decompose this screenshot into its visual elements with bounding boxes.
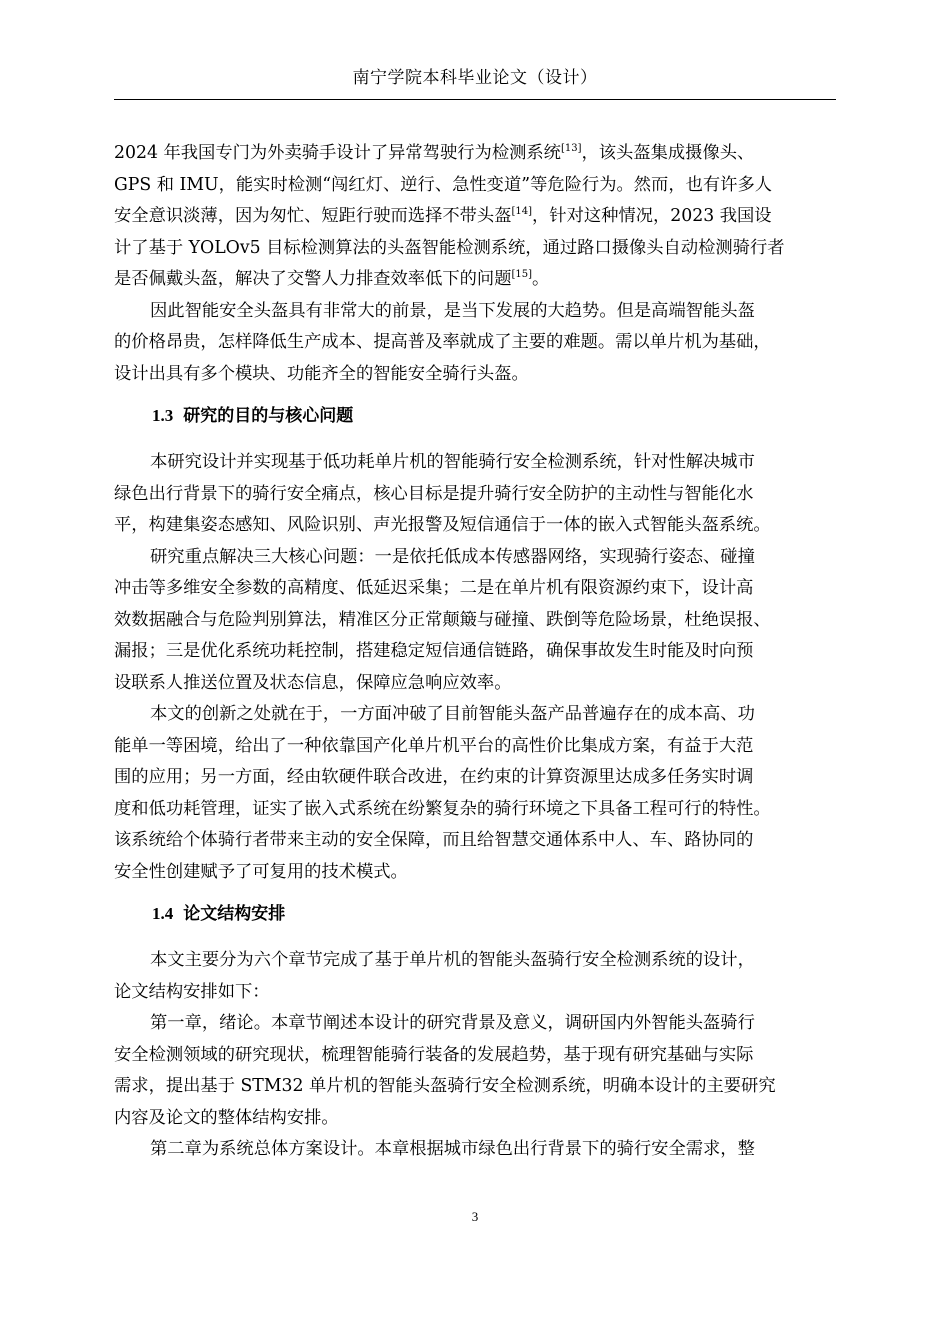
- text-line: 内容及论文的整体结构安排。: [114, 1107, 339, 1128]
- paragraph-core-problems: [114, 542, 838, 700]
- citation-13[interactable]: [13]: [560, 143, 582, 154]
- text-line: 计了基于 YOLOv5 目标检测算法的头盔智能检测系统，通过路口摄像头自动检测骑行者: [114, 237, 785, 258]
- text-line: 能单一等困境，给出了一种依靠国产化单片机平台的高性价比集成方案，有益于大范: [114, 735, 754, 756]
- text-line: 设计出具有多个模块、功能齐全的智能安全骑行头盔。: [114, 363, 529, 384]
- text-line: GPS 和 IMU，能实时检测“闯红灯、逆行、急性变道”等危险行为。然而，也有许多人: [114, 174, 773, 195]
- paragraph-innovation: [114, 699, 838, 888]
- section-number: 1.4: [152, 904, 174, 923]
- text-line: 第二章为系统总体方案设计。本章根据城市绿色出行背景下的骑行安全需求，整: [150, 1139, 755, 1159]
- text-line: 安全意识淡薄，因为匆忙、短距行驶而选择不带头盔[14]，针对这种情况，2023 我国设: [114, 206, 772, 226]
- text-line: 因此智能安全头盔具有非常大的前景，是当下发展的大趋势。但是高端智能头盔: [150, 300, 755, 321]
- text-line: 效数据融合与危险判别算法，精准区分正常颠簸与碰撞、跌倒等危险场景，杜绝误报、: [114, 609, 771, 630]
- text-line: 是否佩戴头盔，解决了交警人力排查效率低下的问题[15]。: [114, 269, 550, 289]
- paragraph-prospects: [114, 296, 838, 391]
- text-line: 第一章，绪论。本章节阐述本设计的研究背景及意义，调研国内外智能头盔骑行: [150, 1013, 755, 1033]
- page-number: 3: [471, 1209, 479, 1224]
- section-heading-1-4: [114, 902, 838, 926]
- section-title: 研究的目的与核心问题: [183, 406, 354, 426]
- text-line: 安全检测领域的研究现状，梳理智能骑行装备的发展趋势，基于现有研究基础与实际: [114, 1044, 754, 1065]
- text-line: 本文主要分为六个章节完成了基于单片机的智能头盔骑行安全检测系统的设计，: [150, 950, 755, 970]
- text-line: 漏报；三是优化系统功耗控制，搭建稳定短信通信链路，确保事故发生时能及时向预: [114, 641, 754, 661]
- paragraph-helmet-history: [114, 138, 838, 296]
- paragraph-chapter-1: [114, 1008, 838, 1134]
- text-line: 需求，提出基于 STM32 单片机的智能头盔骑行安全检测系统，明确本设计的主要研究: [114, 1076, 776, 1096]
- paragraph-research-goal: [114, 447, 838, 542]
- text-line: 研究重点解决三大核心问题：一是依托低成本传感器网络，实现骑行姿态、碰撞: [150, 546, 755, 567]
- text-line: 安全性创建赋予了可复用的技术模式。: [114, 861, 408, 882]
- section-number: 1.3: [152, 406, 174, 425]
- page-body: [114, 138, 838, 1166]
- citation-14[interactable]: [14]: [511, 206, 533, 217]
- text-line: 设联系人推送位置及状态信息，保障应急响应效率。: [114, 672, 512, 693]
- section-title: 论文结构安排: [183, 904, 286, 924]
- text-line: 冲击等多维安全参数的高精度、低延迟采集；二是在单片机有限资源约束下，设计高: [114, 578, 754, 598]
- text-line: 本文的创新之处就在于，一方面冲破了目前智能头盔产品普遍存在的成本高、功: [150, 704, 755, 724]
- text-line: 度和低功耗管理，证实了嵌入式系统在纷繁复杂的骑行环境之下具备工程可行的特性。: [114, 798, 771, 819]
- text-line: 本研究设计并实现基于低功耗单片机的智能骑行安全检测系统，针对性解决城市: [150, 452, 755, 472]
- text-line: 论文结构安排如下：: [114, 981, 270, 1002]
- paragraph-chapter-2: [114, 1134, 838, 1166]
- text-line: 平，构建集姿态感知、风险识别、声光报警及短信通信于一体的嵌入式智能头盔系统。: [114, 515, 771, 535]
- text-line: 2024 年我国专门为外卖骑手设计了异常驾驶行为检测系统[13]，该头盔集成摄像头、: [114, 143, 755, 163]
- citation-15[interactable]: [15]: [511, 269, 533, 280]
- paragraph-structure-intro: [114, 945, 838, 1008]
- running-header: 南宁学院本科毕业论文（设计）: [352, 68, 598, 88]
- header-rule: [114, 99, 836, 100]
- text-line: 该系统给个体骑行者带来主动的安全保障，而且给智慧交通体系中人、车、路协同的: [114, 830, 754, 850]
- section-heading-1-3: [114, 404, 838, 428]
- text-line: 绿色出行背景下的骑行安全痛点，核心目标是提升骑行安全防护的主动性与智能化水: [114, 483, 754, 504]
- text-line: 围的应用；另一方面，经由软硬件联合改进，在约束的计算资源里达成多任务实时调: [114, 767, 754, 787]
- text-line: 的价格昂贵，怎样降低生产成本、提高普及率就成了主要的难题。需以单片机为基础，: [114, 332, 771, 352]
